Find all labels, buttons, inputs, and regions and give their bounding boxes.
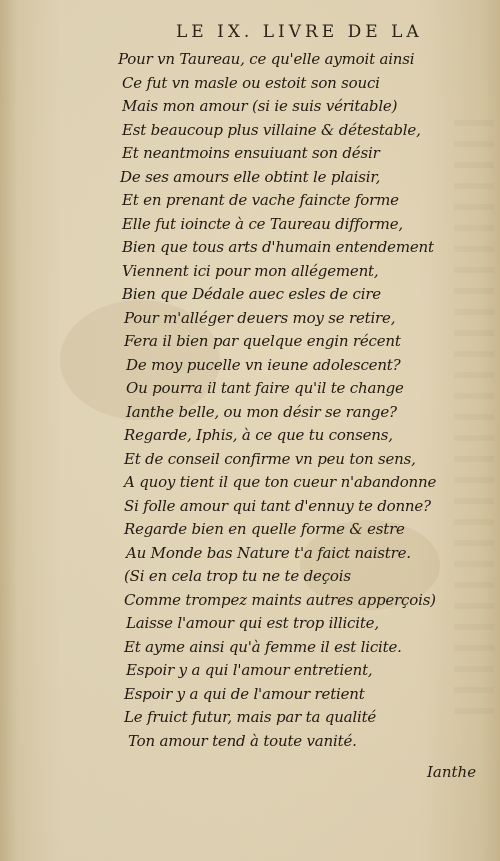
verse-line: Comme trompez maints autres apperçois) (124, 590, 436, 609)
verse-line: Laisse l'amour qui est trop illicite, (126, 614, 379, 632)
verse-line: Pour vn Taureau, ce qu'elle aymoit ainsi (118, 50, 415, 68)
verse-line: Regarde, Iphis, à ce que tu consens, (124, 426, 393, 444)
verse-line: Est beaucoup plus villaine & détestable, (122, 120, 421, 139)
verse-line: Bien que tous arts d'humain entendement (122, 238, 434, 256)
verse-line: Espoir y a qui l'amour entretient, (126, 661, 373, 679)
running-head: LE IX. LIVRE DE LA (176, 22, 423, 42)
verse-line: Et en prenant de vache faincte forme (122, 191, 399, 209)
verse-line: Et neantmoins ensuiuant son désir (122, 144, 380, 162)
verse-line: Et ayme ainsi qu'à femme il est licite. (124, 637, 402, 656)
verse-line: Si folle amour qui tant d'ennuy te donne? (124, 496, 431, 515)
verse-line: Espoir y a qui de l'amour retient (124, 684, 365, 703)
verse-line: (Si en cela trop tu ne te deçois (124, 567, 351, 585)
verse-line: Ianthe belle, ou mon désir se range? (126, 402, 397, 421)
verse-line: Regarde bien en quelle forme & estre (124, 520, 405, 538)
show-through-text (454, 120, 494, 720)
verse-line: Ton amour tend à toute vanité. (128, 731, 357, 750)
verse-line: Mais mon amour (si ie suis véritable) (122, 97, 398, 115)
verse-line: Et de conseil confirme vn peu ton sens, (124, 449, 416, 468)
verse-line: Ou pourra il tant faire qu'il te change (126, 379, 404, 397)
verse-line: De moy pucelle vn ieune adolescent? (126, 355, 401, 374)
verse-line: Pour m'alléger deuers moy se retire, (124, 308, 396, 327)
verse-line: De ses amours elle obtint le plaisir, (120, 167, 381, 186)
verse-line: Elle fut ioincte à ce Taureau difforme, (122, 214, 403, 233)
verse-line: Viennent ici pour mon allégement, (122, 261, 379, 280)
verse-line: Bien que Dédale auec esles de cire (122, 285, 381, 303)
verse-line: Fera il bien par quelque engin récent (124, 332, 401, 350)
verse-line: Ce fut vn masle ou estoit son souci (122, 73, 380, 92)
verse-line: Au Monde bas Nature t'a faict naistre. (126, 543, 411, 562)
verse-line: Le fruict futur, mais par ta qualité (124, 708, 377, 726)
verse-line: A quoy tient il que ton cueur n'abandonne (124, 473, 437, 491)
catchword: Ianthe (427, 763, 477, 781)
